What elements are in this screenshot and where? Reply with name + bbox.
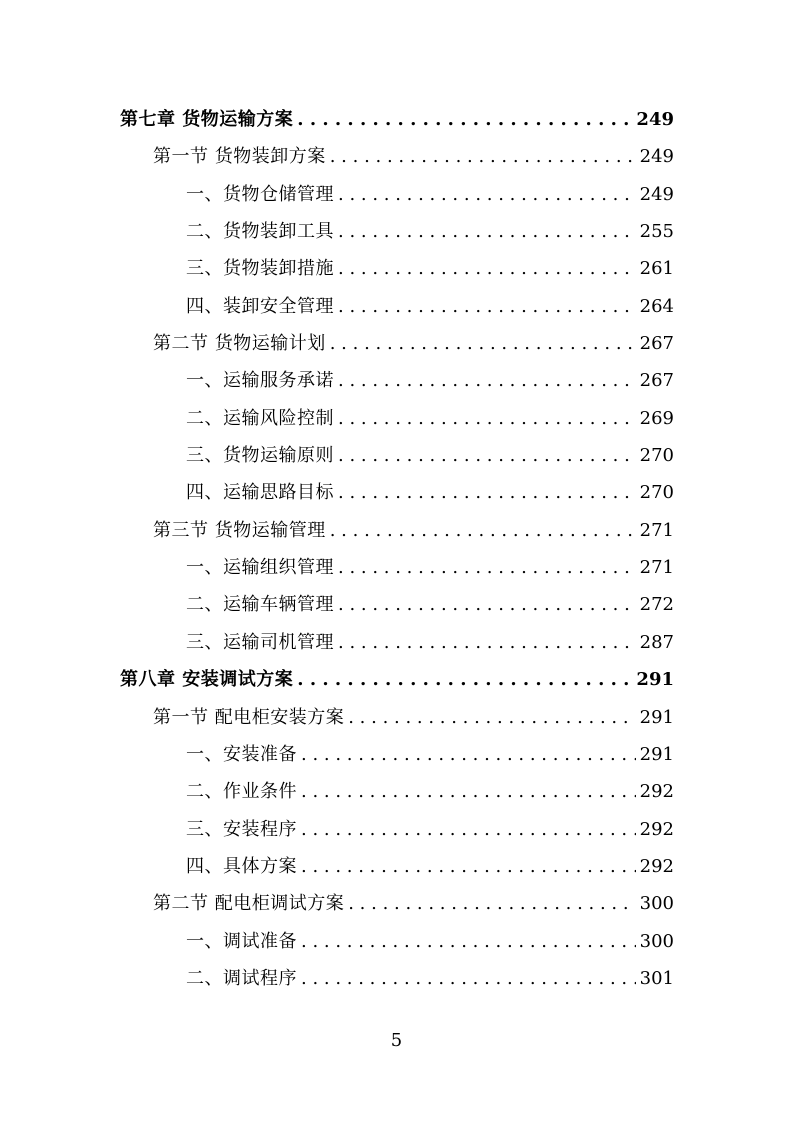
toc-leader-dots [301,929,636,955]
toc-entry-section[interactable] [0,884,793,921]
toc-entry-title: 第八章 安装调试方案 [120,669,294,691]
toc-leader-dots [338,630,636,656]
toc-entry-page: 271 [639,519,674,541]
toc-entry-subsection[interactable] [0,810,793,847]
toc-entry-section[interactable] [0,698,793,735]
toc-entry-subsection[interactable] [0,436,793,473]
page-number: 5 [390,1030,403,1051]
toc-entry-page: 291 [636,669,674,691]
toc-entry-subsection[interactable] [0,399,793,436]
toc-entry-title: 三、货物装卸措施 [186,258,334,280]
toc-entry-title: 一、运输组织管理 [186,557,334,579]
toc-entry-title: 二、作业条件 [186,781,297,803]
toc-entry-title: 第二节 货物运输计划 [153,333,326,355]
toc-leader-dots [297,667,632,693]
toc-leader-dots [338,368,636,394]
toc-entry-title: 四、装卸安全管理 [186,295,334,317]
toc-leader-dots [338,480,636,506]
toc-entry-subsection[interactable] [0,922,793,959]
toc-entry-title: 三、安装程序 [186,818,297,840]
toc-entry-title: 四、运输思路目标 [186,482,334,504]
toc-leader-dots [301,742,636,768]
toc-entry-title: 一、安装准备 [186,743,297,765]
toc-entry-subsection[interactable] [0,212,793,249]
toc-entry-page: 267 [639,370,674,392]
toc-leader-dots [338,182,636,208]
toc-leader-dots [301,854,636,880]
toc-entry-page: 249 [639,183,674,205]
toc-entry-title: 第三节 货物运输管理 [153,519,326,541]
toc-entry-chapter[interactable] [0,660,793,697]
toc-entry-page: 300 [639,893,674,915]
toc-entry-subsection[interactable] [0,585,793,622]
toc-entry-page: 267 [639,333,674,355]
toc-entry-subsection[interactable] [0,847,793,884]
toc-entry-subsection[interactable] [0,361,793,398]
toc-leader-dots [301,779,636,805]
toc-entry-title: 一、调试准备 [186,930,297,952]
toc-entry-title: 第一节 配电柜安装方案 [153,706,345,728]
toc-entry-page: 291 [639,743,674,765]
toc-entry-subsection[interactable] [0,959,793,996]
toc-entry-title: 三、货物运输原则 [186,445,334,467]
toc-leader-dots [348,891,635,917]
toc-entry-page: 292 [639,818,674,840]
toc-leader-dots [330,331,636,357]
toc-entry-subsection[interactable] [0,548,793,585]
toc-entry-page: 272 [639,594,674,616]
toc-leader-dots [330,144,636,170]
toc-entry-page: 269 [639,407,674,429]
toc-leader-dots [338,256,636,282]
toc-leader-dots [338,555,636,581]
toc-entry-page: 249 [636,109,674,130]
toc-entry-page: 270 [639,482,674,504]
toc-entry-page: 300 [639,930,674,952]
table-of-contents [0,100,793,996]
toc-leader-dots [338,219,636,245]
toc-leader-dots [301,817,636,843]
toc-leader-dots [338,592,636,618]
toc-entry-subsection[interactable] [0,623,793,660]
toc-entry-page: 287 [639,631,674,653]
toc-leader-dots [301,966,636,992]
toc-entry-page: 264 [639,295,674,317]
toc-entry-title: 四、具体方案 [186,855,297,877]
toc-leader-dots [338,406,636,432]
toc-entry-section[interactable] [0,137,793,174]
toc-entry-chapter[interactable] [0,100,793,137]
toc-entry-title: 第七章 货物运输方案 [120,109,294,130]
toc-leader-dots [338,294,636,320]
toc-entry-subsection[interactable] [0,249,793,286]
toc-leader-dots [330,518,636,544]
toc-entry-page: 291 [639,706,674,728]
toc-entry-section[interactable] [0,324,793,361]
toc-leader-dots [338,443,636,469]
toc-entry-page: 292 [639,855,674,877]
toc-entry-section[interactable] [0,511,793,548]
toc-entry-page: 249 [639,146,674,168]
toc-entry-subsection[interactable] [0,287,793,324]
toc-leader-dots [348,705,635,731]
toc-entry-page: 292 [639,781,674,803]
toc-entry-page: 261 [639,258,674,280]
toc-leader-dots [297,107,632,133]
toc-entry-subsection[interactable] [0,175,793,212]
toc-entry-subsection[interactable] [0,772,793,809]
toc-entry-title: 二、运输车辆管理 [186,594,334,616]
toc-entry-subsection[interactable] [0,473,793,510]
toc-entry-title: 二、运输风险控制 [186,407,334,429]
toc-entry-title: 二、调试程序 [186,967,297,989]
toc-entry-page: 301 [639,967,674,989]
toc-entry-title: 第二节 配电柜调试方案 [153,893,345,915]
toc-entry-title: 二、货物装卸工具 [186,221,334,243]
toc-entry-page: 270 [639,445,674,467]
toc-entry-title: 一、运输服务承诺 [186,370,334,392]
toc-entry-title: 三、运输司机管理 [186,631,334,653]
toc-entry-page: 271 [639,557,674,579]
toc-entry-title: 第一节 货物装卸方案 [153,146,326,168]
toc-entry-page: 255 [639,221,674,243]
toc-entry-title: 一、货物仓储管理 [186,183,334,205]
toc-entry-subsection[interactable] [0,735,793,772]
